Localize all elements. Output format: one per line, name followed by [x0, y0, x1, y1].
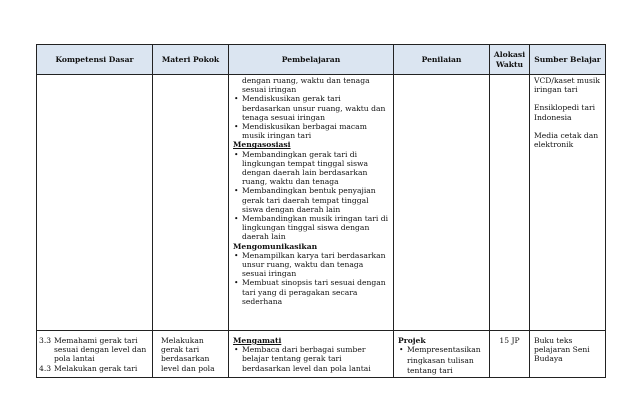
list-item: • Menampilkan karya tari berdasarkan unsur ruang, waktu dan tenaga sesuai iringan [233, 251, 389, 279]
header-pembelajaran: Pembelajaran [229, 45, 394, 75]
table-row [37, 331, 606, 378]
source-item: Media cetak dan elektronik [534, 130, 599, 150]
sumber-cell [530, 331, 606, 378]
list-item: • Mendiskusikan gerak tari berdasarkan unsur ruang, waktu dan tenaga sesuai iringan [233, 94, 389, 122]
kompetensi-text: Melakukan gerak tari [54, 363, 138, 373]
header-penilaian: Penilaian [394, 45, 490, 75]
list-item: • Mempresentasikan ringkasan tulisan tentang tari [398, 345, 485, 377]
lead-line: dengan ruang, waktu dan tenaga [242, 76, 370, 85]
materi-text: Melakukan gerak tari berdasarkan level dan pola [161, 336, 215, 373]
alokasi-cell [490, 331, 530, 378]
kompetensi-cell [37, 331, 153, 378]
source-item: VCD/kaset musik iringan tari [534, 76, 600, 95]
section-heading-mengasosiasi: Mengasosiasi [233, 140, 291, 150]
kompetensi-cell [37, 75, 153, 331]
kompetensi-item [39, 364, 148, 373]
materi-cell [153, 75, 229, 331]
list-item: • Membaca dari berbagai sumber belajar tentang gerak tari berdasarkan level dan pola lantai [233, 345, 389, 373]
list-item: • Mendiskusikan berbagai macam musik iringan tari [233, 122, 389, 140]
header-alokasi-waktu: Alokasi Waktu [490, 45, 530, 75]
penilaian-cell [394, 75, 490, 331]
kompetensi-number: 4.3 [39, 363, 52, 373]
syllabus-table [36, 44, 606, 378]
list-item: • Membuat sinopsis tari sesuai dengan tari yang di peragakan secara sederhana [233, 278, 389, 306]
source-item: Buku teks pelajaran Seni Budaya [534, 336, 590, 364]
header-row [37, 45, 606, 75]
pembelajaran-cell [229, 331, 394, 378]
list-item: • Membandingkan gerak tari di lingkungan tempat tinggal siswa dengan daerah lain berdasarkan ruang, waktu dan tenaga [233, 150, 389, 187]
sumber-cell [530, 75, 606, 331]
header-sumber-belajar: Sumber Belajar [530, 45, 606, 75]
lead-line: sesuai iringan [242, 85, 297, 95]
kompetensi-number: 3.3 [39, 336, 52, 345]
list-item: • Membandingkan musik iringan tari di lingkungan tinggal siswa dengan daerah lain [233, 214, 389, 242]
table-row [37, 75, 606, 331]
alokasi-cell [490, 75, 530, 331]
kompetensi-item [39, 336, 148, 364]
kompetensi-text: Memahami gerak tari sesuai dengan level dan pola lantai [54, 336, 147, 364]
alokasi-value: 15 JP [499, 336, 520, 345]
pembelajaran-cell [229, 75, 394, 331]
header-materi-pokok: Materi Pokok [153, 45, 229, 75]
penilaian-heading: Projek [398, 336, 426, 345]
section-heading-mengomunikasikan: Mengomunikasikan [233, 241, 318, 251]
section-heading-mengamati: Mengamati [233, 336, 282, 345]
materi-cell [153, 331, 229, 378]
list-item: • Membandingkan bentuk penyajian gerak tari daerah tempat tinggal siswa dengan daerah lain [233, 186, 389, 214]
source-item: Ensiklopedi tari Indonesia [534, 103, 596, 122]
penilaian-cell [394, 331, 490, 378]
header-kompetensi-dasar: Kompetensi Dasar [37, 45, 153, 75]
